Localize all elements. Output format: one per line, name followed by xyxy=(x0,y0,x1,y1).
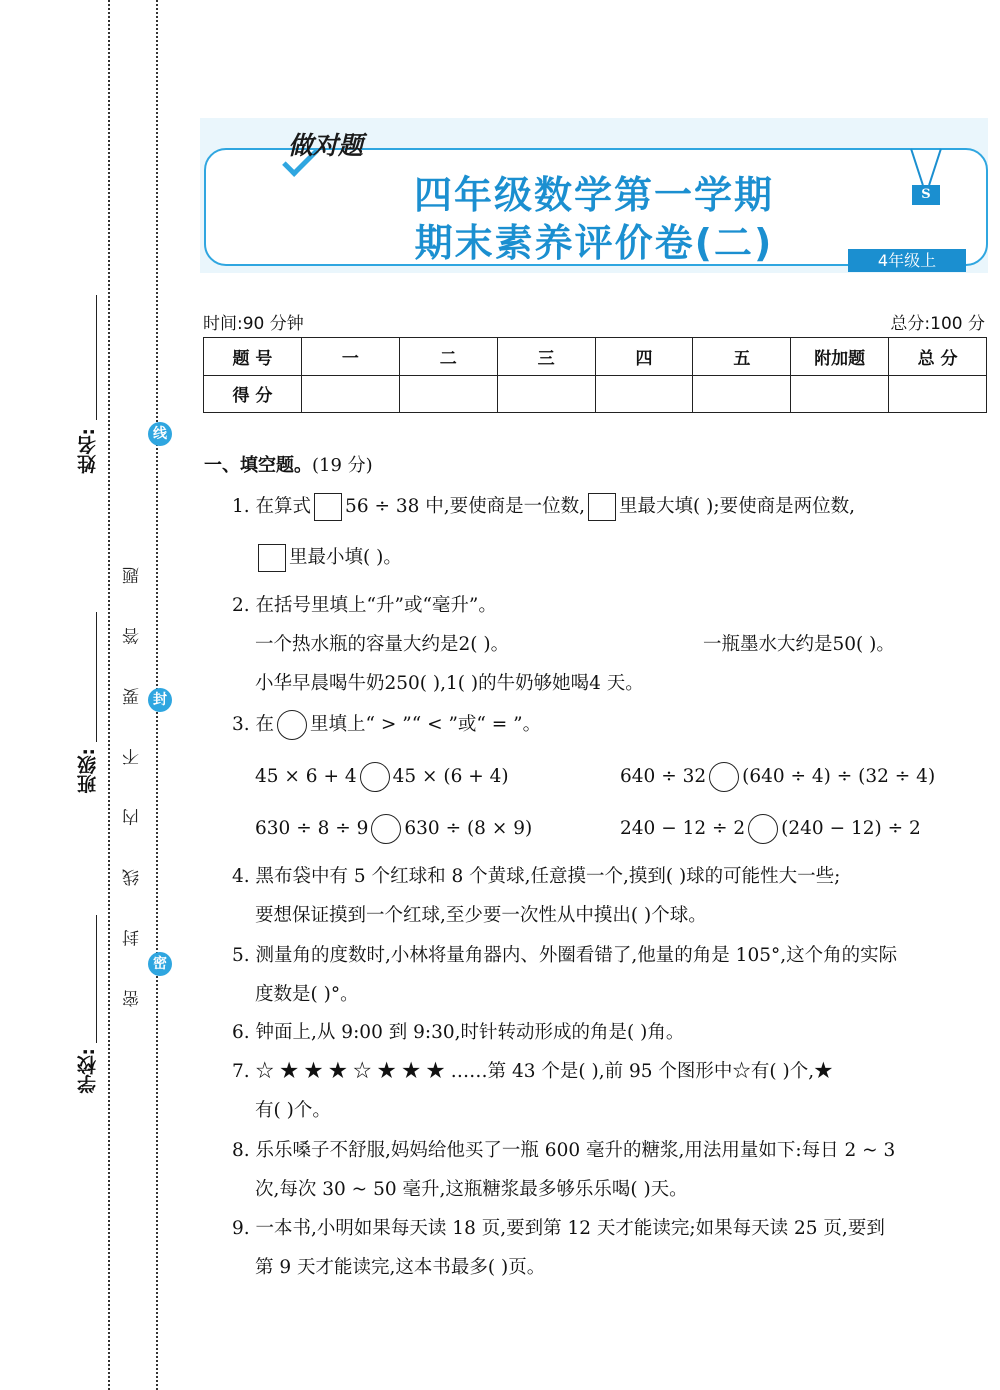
compare-circle xyxy=(277,710,307,740)
question-2-line-2: 小华早晨喝牛奶250( ),1( )的牛奶够她喝4 天。 xyxy=(255,673,644,694)
question-2-intro: 2. 在括号里填上“升”或“毫升”。 xyxy=(232,595,497,616)
school-blank xyxy=(96,915,97,1043)
binding-dotted-line-outer xyxy=(108,0,110,1390)
exam-total: 总分:100 分 xyxy=(890,314,985,334)
question-2-line-1b: 一瓶墨水大约是50( )。 xyxy=(703,634,895,655)
answer-box[interactable] xyxy=(314,493,342,521)
expr-left: 640 ÷ 32 xyxy=(620,766,707,787)
brand-logo: 做对题 xyxy=(288,131,364,160)
question-9-line-1: 9. 一本书,小明如果每天读 18 页,要到第 12 天才能读完;如果每天读 25 页,要到 xyxy=(232,1218,885,1239)
q1-text-a: 1. 在算式 xyxy=(232,496,312,517)
score-table xyxy=(203,337,987,413)
question-1-line-2 xyxy=(255,543,402,572)
score-input-cell[interactable] xyxy=(399,375,497,413)
seal-mark-line: 线 xyxy=(148,422,172,446)
school-label: 学校: xyxy=(77,1048,99,1094)
question-3-expr-4 xyxy=(620,814,921,844)
question-3-intro xyxy=(232,710,541,740)
expr-right: 630 ÷ (8 × 9) xyxy=(404,818,533,839)
section-title-text: 一、填空题。 xyxy=(204,455,312,476)
q3-text-a: 3. 在 xyxy=(232,714,275,735)
question-9-line-2: 第 9 天才能读完,这本书最多( )页。 xyxy=(255,1257,546,1278)
question-7-line-1: 7. ☆ ★ ★ ★ ☆ ★ ★ ★ ……第 43 个是( ),前 95 个图形中☆有( )个,★ xyxy=(232,1061,833,1082)
expr-right: (640 ÷ 4) ÷ (32 ÷ 4) xyxy=(742,766,936,787)
compare-circle[interactable] xyxy=(709,762,739,792)
score-row-label: 得 分 xyxy=(204,375,302,413)
question-3-expr-2 xyxy=(620,762,935,792)
exam-time: 时间:90 分钟 xyxy=(203,314,304,334)
question-3-expr-1 xyxy=(255,762,509,792)
question-3-expr-3 xyxy=(255,814,532,844)
answer-box[interactable] xyxy=(588,493,616,521)
edition-tag: S xyxy=(912,185,940,205)
expr-left: 240 − 12 ÷ 2 xyxy=(620,818,746,839)
q3-text-b: 里填上“ > ”“ < ”或“ = ”。 xyxy=(310,714,542,735)
score-table-header-row xyxy=(204,338,987,376)
compare-circle[interactable] xyxy=(371,814,401,844)
question-4-line-1: 4. 黑布袋中有 5 个红球和 8 个黄球,任意摸一个,摸到( )球的可能性大一些; xyxy=(232,866,841,887)
score-table-score-row xyxy=(204,375,987,413)
class-label: 班级: xyxy=(77,748,99,794)
score-input-cell[interactable] xyxy=(595,375,693,413)
q1-text-c: 里最大填( );要使商是两位数, xyxy=(619,496,855,517)
name-blank xyxy=(96,295,97,420)
page-title-line1: 四年级数学第一学期 xyxy=(413,173,774,217)
expr-left: 630 ÷ 8 ÷ 9 xyxy=(255,818,369,839)
expr-right: (240 − 12) ÷ 2 xyxy=(781,818,921,839)
answer-box[interactable] xyxy=(258,544,286,572)
question-1-line-1 xyxy=(232,492,855,521)
grade-badge: 4年级上 xyxy=(848,249,966,272)
name-label: 姓名: xyxy=(77,428,99,474)
expr-left: 45 × 6 + 4 xyxy=(255,766,357,787)
question-7-line-2: 有( )个。 xyxy=(255,1100,331,1121)
score-header-cell: 二 xyxy=(399,338,497,376)
score-input-cell[interactable] xyxy=(693,375,791,413)
class-blank xyxy=(96,612,97,742)
question-6: 6. 钟面上,从 9:00 到 9:30,时针转动形成的角是( )角。 xyxy=(232,1022,685,1043)
question-5-line-2: 度数是( )°。 xyxy=(255,984,359,1005)
section-points: (19 分) xyxy=(312,455,373,476)
score-input-cell[interactable] xyxy=(791,375,889,413)
q1-text-d: 里最小填( )。 xyxy=(289,547,402,568)
q1-text-b: 56 ÷ 38 中,要使商是一位数, xyxy=(345,496,586,517)
question-2-line-1a: 一个热水瓶的容量大约是2( )。 xyxy=(255,634,510,655)
score-header-cell: 题 号 xyxy=(204,338,302,376)
question-4-line-2: 要想保证摸到一个红球,至少要一次性从中摸出( )个球。 xyxy=(255,905,707,926)
score-header-cell: 五 xyxy=(693,338,791,376)
seal-mark-seal: 封 xyxy=(148,688,172,712)
score-header-cell: 总 分 xyxy=(889,338,987,376)
question-8-line-1: 8. 乐乐嗓子不舒服,妈妈给他买了一瓶 600 毫升的糖浆,用法用量如下:每日 2 ~ 3 xyxy=(232,1140,896,1161)
expr-right: 45 × (6 + 4) xyxy=(392,766,509,787)
question-8-line-2: 次,每次 30 ~ 50 毫升,这瓶糖浆最多够乐乐喝( )天。 xyxy=(255,1179,688,1200)
section-title xyxy=(204,451,373,477)
compare-circle[interactable] xyxy=(748,814,778,844)
score-header-cell: 附加题 xyxy=(791,338,889,376)
page-title-line2: 期末素养评价卷(二) xyxy=(414,221,774,265)
question-5-line-1: 5. 测量角的度数时,小林将量角器内、外圈看错了,他量的角是 105°,这个角的实际 xyxy=(232,945,898,966)
score-header-cell: 四 xyxy=(595,338,693,376)
seal-mark-secret: 密 xyxy=(148,952,172,976)
score-header-cell: 一 xyxy=(301,338,399,376)
score-input-cell[interactable] xyxy=(889,375,987,413)
compare-circle[interactable] xyxy=(360,762,390,792)
score-header-cell: 三 xyxy=(497,338,595,376)
score-input-cell[interactable] xyxy=(301,375,399,413)
binding-warning: 密 封 线 内 不 要 答 题 xyxy=(123,548,143,1007)
score-input-cell[interactable] xyxy=(497,375,595,413)
